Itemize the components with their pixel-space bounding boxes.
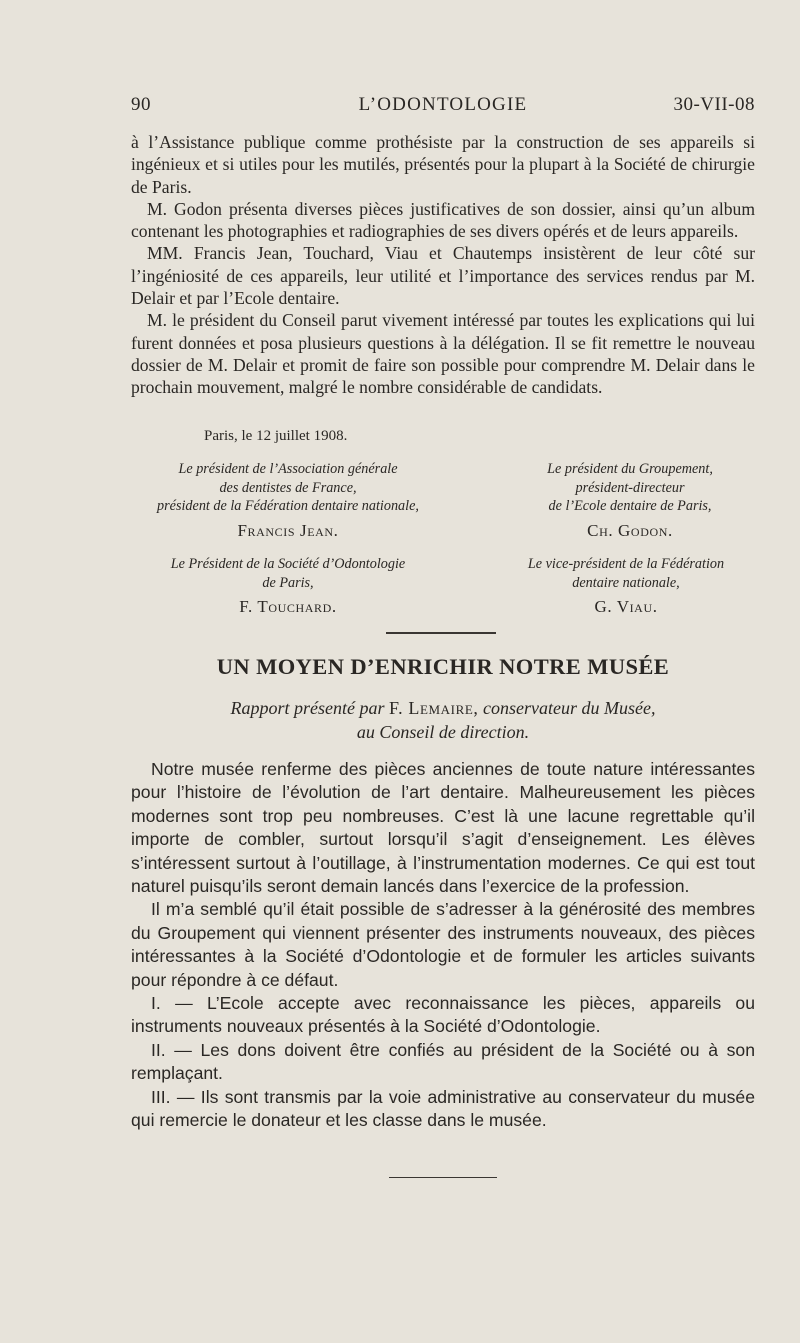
- paragraph: Il m’a semblé qu’il était possible de s’adresser à la générosité des membres du Groupement qui viennent présenter des instruments nouveaux, des pièces intéressantes à la Société d’Odontologie et de formuler les articles suivants pour répondre à ce défaut.: [131, 899, 755, 990]
- paragraph: Notre musée renferme des pièces anciennes de toute nature intéressantes pour l’histoire de l’évolution de l’art dentaire. Malheureusement les pièces modernes sont trop peu nombreuses. C’est là une lacune regrettable qu’il importe de combler, surtout lorsqu’il s’agit d’enseignement. Les élèves s’intéressent surtout à l’outillage, à l’instrumentation modernes. Ce qui est tout naturel puisqu’ils seront demain lancés dans l’exercice de la profession.: [131, 759, 755, 897]
- article-body: [131, 758, 755, 1133]
- subtitle-text: Rapport présenté par: [230, 698, 390, 718]
- signature-block: [128, 460, 448, 540]
- place-date: Paris, le 12 juillet 1908.: [204, 428, 348, 444]
- signature-title-line: de Paris,: [262, 574, 314, 591]
- signature-block: [476, 555, 776, 617]
- paragraph: à l’Assistance publique comme prothésiste par la construction de ses appareils si ingénieux et si utiles pour les mutilés, présentés pour la plupart à la Société de chirurgie de Paris.: [131, 132, 755, 197]
- signature-title-line: Le vice-président de la Fédération: [527, 556, 725, 572]
- signature-title-line: des dentistes de France,: [219, 479, 357, 496]
- end-divider: [389, 1177, 497, 1178]
- paragraph: I. — L’Ecole accepte avec reconnaissance les pièces, appareils ou instruments nouveaux présentés à la Société d’Odontologie.: [131, 993, 755, 1037]
- signature-title-line: Le président du Groupement,: [547, 461, 713, 477]
- intro-text: [131, 131, 755, 399]
- issue-date: 30-VII-08: [673, 94, 755, 115]
- running-header: [131, 94, 755, 122]
- signature-title-line: de l’Ecole dentaire de Paris,: [548, 498, 712, 514]
- signature-title-line: Le président de l’Association générale: [178, 461, 398, 477]
- signatory-name: Ch. Godon.: [587, 520, 673, 540]
- signature-title-line: Le Président de la Société d’Odontologie: [170, 556, 406, 572]
- signature-block: [482, 460, 778, 540]
- signature-block: [128, 555, 448, 617]
- paragraph: MM. Francis Jean, Touchard, Viau et Chautemps insistèrent de leur côté sur l’ingéniosité de ces appareils, leur utilité et l’importance des services rendus par M. Delair et par l’Ecole dentaire.: [131, 243, 755, 309]
- subtitle-line: au Conseil de direction.: [356, 722, 530, 742]
- paragraph: M. Godon présenta diverses pièces justificatives de son dossier, ainsi qu’un album contenant les photographies et radiographies de ses divers opérés et de leurs appareils.: [131, 198, 755, 242]
- paragraph: II. — Les dons doivent être confiés au président de la Société ou à son remplaçant.: [131, 1039, 755, 1084]
- paragraph: M. le président du Conseil parut vivement intéressé par toutes les explications qui lui furent données et posa plusieurs questions à la délégation. Il se fit remettre le nouveau dossier de M. Delair et promit de faire son possible pour comprendre M. Delair dans le prochain mouvement, malgré le nombre considérable de candidats.: [131, 310, 755, 398]
- signatory-name: Francis Jean.: [237, 520, 339, 540]
- signature-title-line: président de la Fédération dentaire nationale,: [157, 498, 419, 514]
- page-number: 90: [131, 94, 151, 115]
- article-subtitle: [131, 696, 755, 744]
- signatory-name: F. Touchard.: [239, 597, 337, 616]
- author-name: F. Lemaire,: [389, 698, 479, 718]
- signature-title-line: président-directeur: [575, 479, 685, 496]
- section-divider: [386, 632, 496, 634]
- signature-title-line: dentaire nationale,: [572, 574, 680, 591]
- journal-title: L’ODONTOLOGIE: [358, 94, 528, 115]
- subtitle-text: conservateur du Musée,: [478, 698, 656, 718]
- signatory-name: G. Viau.: [594, 597, 658, 616]
- paragraph: III. — Ils sont transmis par la voie administrative au conservateur du musée qui remercie le donateur et les classe dans le musée.: [131, 1086, 755, 1131]
- article-title: UN MOYEN D’ENRICHIR NOTRE MUSÉE: [216, 654, 670, 679]
